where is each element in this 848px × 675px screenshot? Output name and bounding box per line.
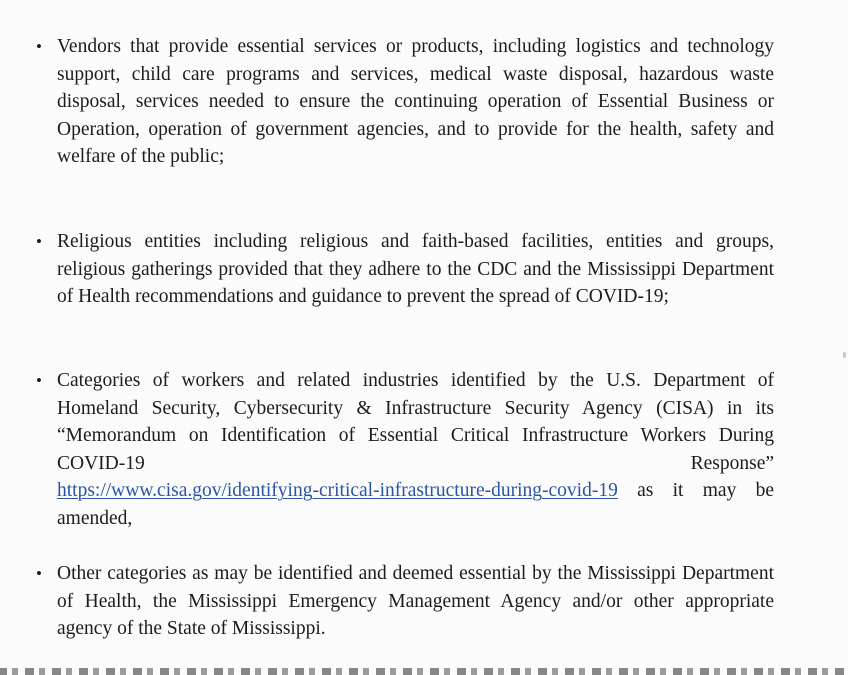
list-item-text-after-link: as it may be amended, — [57, 480, 774, 529]
list-item-text: Vendors that provide essential services or products, including logistics and technology support, child care programs and services, medical waste disposal, hazardous waste disposal, services needed to ensure the continuing operation of Essential Business or Operation, operation of government agencies, and to provide for the health, safety and welfare of the public; — [57, 36, 774, 167]
bullet: • — [36, 37, 42, 56]
list-item-religious-entities — [36, 228, 774, 311]
bullet: • — [36, 232, 42, 251]
list-item-other-categories — [36, 560, 774, 643]
scan-speck — [843, 352, 846, 358]
cut-off-next-line — [0, 661, 848, 675]
list-item-vendors — [36, 33, 774, 171]
bullet: • — [36, 371, 42, 390]
list-item-text — [57, 367, 774, 532]
list-item-text: Other categories as may be identified and deemed essential by the Mississippi Department of Health, the Mississippi Emergency Management Agency and/or other appropriate agency of the State of Mississippi. — [57, 563, 774, 639]
list-item-text: Religious entities including religious and faith-based facilities, entities and groups, religious gatherings provided that they adhere to the CDC and the Mississippi Department of Health recommendations and guidance to prevent the spread of COVID-19; — [57, 231, 774, 307]
list-item-text-before-link: Categories of workers and related industries identified by the U.S. Department of Homeland Security, Cybersecurity & Infrastructure Security Agency (CISA) in its “Memorandum on Identification of Essential Critical Infrastructure Workers During COVID-19 Response” — [57, 370, 774, 474]
cisa-link[interactable]: https://www.cisa.gov/identifying-critical-infrastructure-during-covid-19 — [57, 480, 618, 501]
list-item-cisa-categories — [36, 367, 774, 532]
bullet: • — [36, 564, 42, 583]
